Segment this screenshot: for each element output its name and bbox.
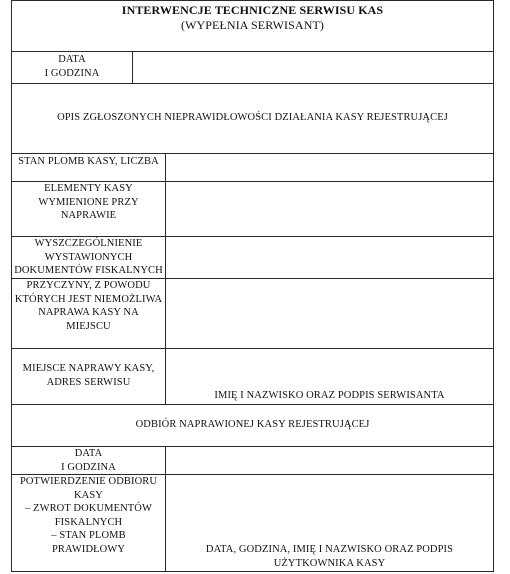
replaced-elements-label: ELEMENTY KASY WYMIENIONE PRZY NAPRAWIE xyxy=(38,183,139,221)
date-time-value-cell xyxy=(132,51,494,84)
pickup-date-time-label: DATA I GODZINA xyxy=(61,448,116,473)
pickup-confirmation-label: POTWIERDZENIE ODBIORU KASY – ZWROT DOKUMENTÓW FISKALNYCH – STAN PLOMB PRAWIDŁOWY xyxy=(19,476,158,555)
technician-signature-label: IMIĘ I NAZWISKO ORAZ PODPIS SERWISANTA xyxy=(214,390,445,401)
repair-place-label: MIEJSCE NAPRAWY KASY, ADRES SERWISU xyxy=(22,363,155,388)
pickup-heading: ODBIÓR NAPRAWIONEJ KASY REJESTRUJĄCEJ xyxy=(135,419,370,430)
replaced-elements-value-cell xyxy=(165,181,494,237)
date-time-label: DATA I GODZINA xyxy=(44,54,100,79)
fiscal-documents-label: WYSZCZEGÓLNIENIE WYSTAWIONYCH DOKUMENTÓW FISKALNYCH xyxy=(14,238,163,276)
form-subtitle: (WYPEŁNIA SERWISANT) xyxy=(181,18,324,32)
seal-state-value-cell xyxy=(165,153,494,182)
malfunction-description-label: OPIS ZGŁOSZONYCH NIEPRAWIDŁOWOŚCI DZIAŁANIA KASY REJESTRUJĄCEJ xyxy=(57,112,448,123)
seal-state-label: STAN PLOMB KASY, LICZBA xyxy=(18,156,159,167)
onsite-reasons-label: PRZYCZYNY, Z POWODU KTÓRYCH JEST NIEMOŻLIWA NAPRAWA KASY NA MIEJSCU xyxy=(14,280,163,332)
pickup-date-time-value-cell xyxy=(165,446,494,475)
onsite-reasons-value-cell xyxy=(165,278,494,349)
user-signature-label: DATA, GODZINA, IMIĘ I NAZWISKO ORAZ PODPIS UŻYTKOWNIKA KASY xyxy=(205,544,454,569)
form-title: INTERWENCJE TECHNICZNE SERWISU KAS xyxy=(121,3,384,17)
fiscal-documents-value-cell xyxy=(165,236,494,279)
service-intervention-form xyxy=(11,0,494,572)
